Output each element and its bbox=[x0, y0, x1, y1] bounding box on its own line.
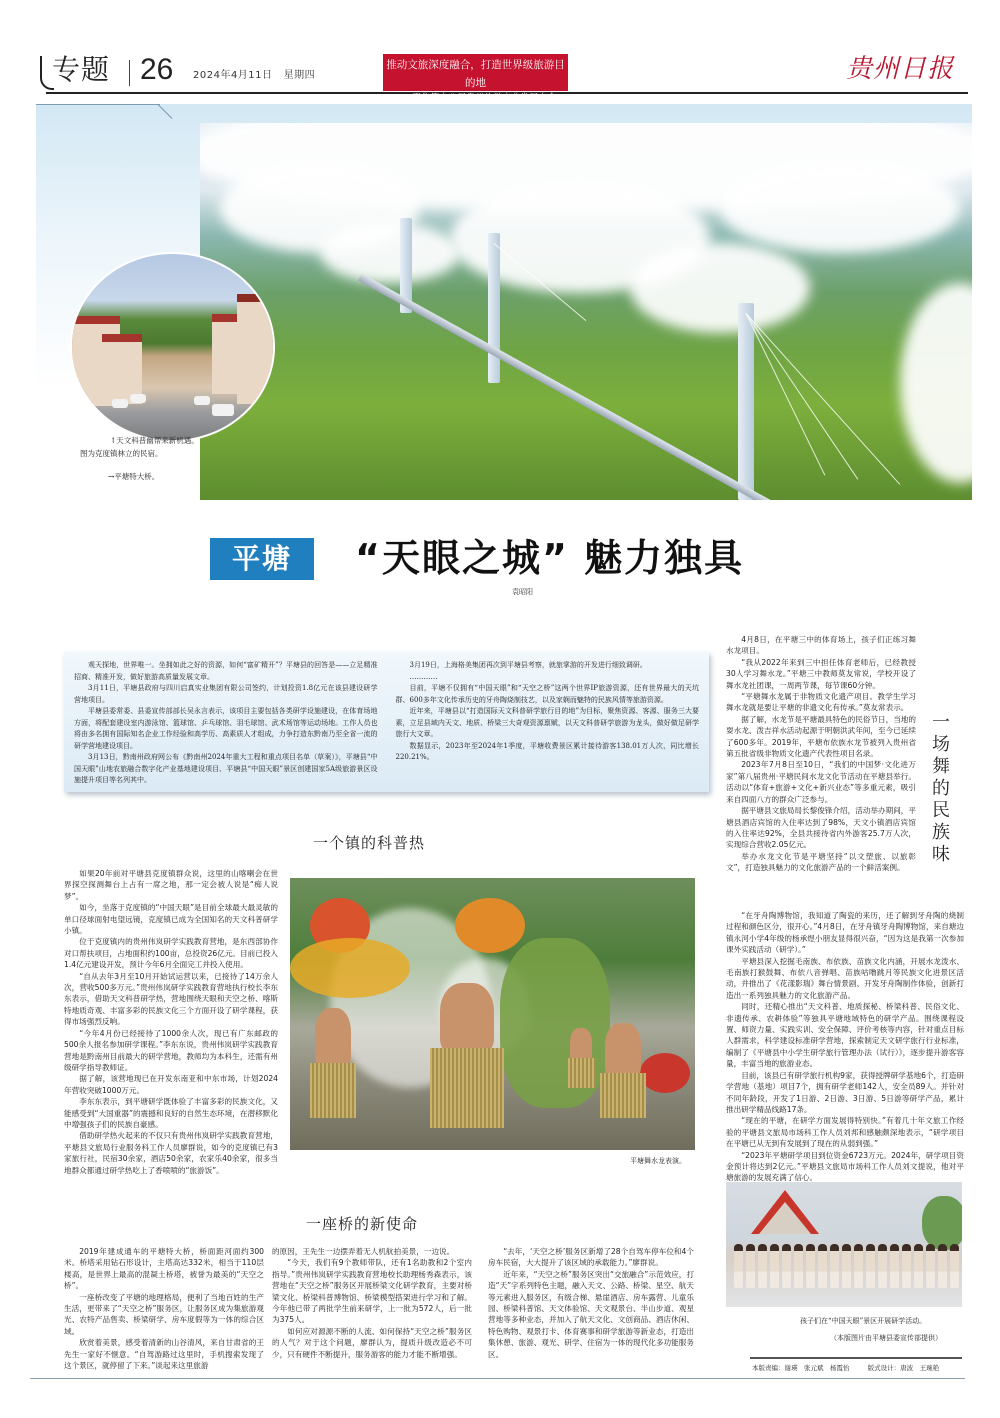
theme-banner bbox=[383, 54, 568, 103]
article-byline: 袁昭阳 bbox=[512, 588, 533, 596]
lead-column-right bbox=[396, 660, 700, 784]
page-credits bbox=[752, 1363, 939, 1372]
water-dragon-photo bbox=[290, 878, 695, 1150]
place-tag: 平塘 bbox=[210, 538, 314, 580]
dance-column-top bbox=[726, 634, 916, 874]
dance-paragraph: 2023年7月8日至10日，“我们的中国梦·文化进万家”第八届贵州·平塘民间水龙文化节活动在平塘县举行。活动以“体育+旅游+文化+新兴业态”等多重元素，吸引来自四面八方的群众广泛参与。 bbox=[726, 760, 916, 804]
hero-caption-line-2: 图为克度镇林立的民宿。 bbox=[80, 449, 163, 458]
students-photo bbox=[726, 1182, 962, 1307]
lead-paragraph: 3月13日，黔南州政府网公布《黔南州2024年重大工程和重点项目名单（草案）》，平塘县“中国天眼”山地农旅融合数字化产业基地建设项目、平塘县“中国天眼”景区创建国家5A级旅游景区设施提升项目等名列其中。 bbox=[74, 753, 378, 784]
date-text: 2024年4月11日 bbox=[193, 70, 273, 81]
dance-column-bottom bbox=[726, 910, 964, 1184]
town-paragraph: 借助研学热火起来的不仅只有贵州伟岚研学实践教育营地，平塘县文旅局行业服务科工作人员廖群说，如今的克度镇已有3家旅行社，民宿30余家，酒店50余家，农家乐40余家，很多当地群众都通过研学热吃上了香喷喷的“旅游饭”。 bbox=[64, 1131, 278, 1175]
town-paragraph: 如果20年前对平塘县克度镇群众说，这里的山喀喇会在世界探空探测舞台上占有一席之地，那一定会被人说是“痴人说梦”。 bbox=[64, 869, 278, 901]
banner-line-1: 推动文旅深度融合，打造世界级旅游目的地 bbox=[386, 59, 565, 89]
dance-paragraph: 平塘县深入挖掘毛南族、布依族、苗族文化内涵，开展水龙泼水、毛南族打猴鼓舞、布依八音弹唱、苗族咕噜跳月等民族文化进景区活动，并推出了《花漾影瑞》舞台情景剧、开发牙舟陶制作体验，创新打造出一系列独具魅力的文化旅游产品。 bbox=[726, 956, 964, 1000]
bridge-paragraph: 2019年建成通车的平塘特大桥，桥面距河面约300米。桥塔采用钻石形设计，主塔高达332米，相当于110层楼高，是世界上最高的混凝土桥塔，被誉为最美的“天空之桥”。 bbox=[64, 1247, 264, 1291]
footer-rule bbox=[750, 1357, 962, 1359]
town-paragraph: 李东东表示，到平塘研学既体验了丰富多彩的民族文化，又能感受到“大国重器”的震撼和良好的自然生态环境，在潜移默化中增强孩子们的民族自豪感。 bbox=[64, 1097, 278, 1129]
lead-paragraph: 平塘县委常委、县委宣传部部长吴永言表示，该项目主要包括各类研学设施建设，在体育场地方面，将配套建设室内游泳馆、篮球馆、乒乓球馆、羽毛球馆、武术场馆等运动场地。工作人员也将由多名拥有国际知名企业工作经验和高学历、高素质人才组成，力争打造东黔南乃至全省一流的研学营地建设项目。 bbox=[74, 707, 378, 750]
town-paragraph: 据了解，该营地现已在开发东南亚和中东市场，计划2024年营收突破1000万元。 bbox=[64, 1074, 278, 1095]
hero-caption-line-3: →平塘特大桥。 bbox=[108, 472, 160, 481]
newspaper-logo: 贵州日报 bbox=[846, 54, 955, 84]
dance-paragraph: “我从2022年来到三中担任体育老师后，已经教授30人学习舞水龙。”平塘三中教师莫友常说，学校开设了舞水龙社团课，一周两节课，每节课60分钟。 bbox=[726, 657, 916, 690]
lead-paragraph: 数据显示，2023年至2024年1季度，平塘收费景区累计接待游客138.01万人次，同比增长220.21%。 bbox=[395, 741, 699, 761]
dance-paragraph: 4月8日，在平塘三中的体育场上，孩子们正练习舞水龙项目。 bbox=[726, 635, 916, 656]
town-photo bbox=[70, 252, 275, 442]
dance-paragraph: “平塘舞水龙属于非物质文化遗产项目。教学生学习舞水龙就是要让平塘的非遗文化有传承。”莫友常表示。 bbox=[726, 692, 916, 713]
bridge-paragraph: 如何应对源源不断的人流、如何保持“天空之桥”服务区的人气？对于这个问题，廖群认为，提质升级改造必不可少，只有硬件不断提升，服务游客的能力才能不断增强。 bbox=[272, 1326, 472, 1359]
lead-paragraph: 观天探地，世界唯一。坐拥如此之好的资源，如何“富矿精开”？平塘县的回答是——立足精准招商、精准开发，做好旅游高质量发展文章。 bbox=[74, 661, 378, 681]
lead-paragraph: 3月11日，平塘县政府与四川启真实业集团有限公司签约，计划投资1.8亿元在该县建设研学营地项目。 bbox=[74, 684, 378, 704]
bridge-paragraph: 的原因，王先生一边摆弄着无人机航拍美景，一边说。 bbox=[272, 1247, 455, 1256]
town-paragraph: 如今，坐落于克度镇的“中国天眼”是目前全球最大最灵敏的单口径球面射电望远镜，克度镇已成为全国知名的天文科普研学小镇。 bbox=[64, 903, 278, 936]
editors-names: 谢瑛 张元斌 杨霞怡 bbox=[784, 1364, 850, 1372]
dance-paragraph: 据平塘县文旅局局长黎俊锋介绍，活动举办期间，平塘县酒店宾馆的入住率达到了98%，天文小镇酒店宾馆的入住率达92%，全县共接待省内外游客25.7万人次，实现综合营收2.05亿元。 bbox=[726, 806, 916, 850]
town-paragraph: “今年4月份已经接待了1000余人次，现已有广东邮政的500余人报名参加研学课程。”李东东说，贵州伟岚研学实践教育营地是黔南州目前最大的研学营地，教师均为本科生，还需有州级研学指导教师证。 bbox=[64, 1028, 278, 1072]
editors-label: 本版责编： bbox=[752, 1364, 785, 1372]
page-number: 26 bbox=[140, 53, 174, 86]
masthead-divider bbox=[129, 60, 130, 86]
town-paragraph: “自从去年3月至10月开始试运营以来，已接待了14万余人次，营收500多万元。”贵州伟岚研学实践教育营地执行校长李东东表示，借助天文科普研学热，营地围绕天眼和天空之桥、喀斯特地质奇观、丰富多彩的民族文化三个方面开设了研学课程，获得市场强烈反响。 bbox=[64, 971, 278, 1027]
dance-paragraph: “现在的平塘，在研学方面发展得特别快。”有着几十年文旅工作经验的平塘县文旅局市场科工作人员刘邦和感触颇深地表示，“研学项目在平塘已从无到有发展到了现在的从弱到强。” bbox=[726, 1116, 964, 1149]
town-column bbox=[64, 868, 278, 1176]
dance-paragraph: “2023年平塘研学项目到位资金6723万元。2024年，研学项目资金预计将达到2亿元。”平塘县文旅局市场科工作人员刘文提说，他对平塘旅游的发展充满了信心。 bbox=[726, 1150, 964, 1183]
photo-credit: （本版图片由平塘县委宣传部提供） bbox=[830, 1334, 942, 1342]
bridge-paragraph: 欣赏着美景，感受着清新的山谷清风，来自甘肃省的王先生一家好不惬意。“自驾游路过这里时，手机搜索发现了这个景区，就停留了下来。”谈起来这里旅游 bbox=[64, 1338, 264, 1371]
bridge-paragraph: “去年，‘天空之桥’服务区新增了28个自驾车停车位和4个房车民宿，大大提升了该区域的承载能力。”廖群说。 bbox=[488, 1247, 694, 1268]
lead-summary-box bbox=[64, 652, 709, 792]
lead-paragraph: 近年来，平塘县以“打造国际天文科普研学旅行目的地”为目标，聚焦资源、客源、服务三大要素，立足县域内天文、地质、桥梁三大奇观资源禀赋，以天文科普研学旅游为龙头，做好做足研学旅行大文章。 bbox=[395, 707, 699, 738]
bridge-photo bbox=[200, 123, 972, 500]
bridge-paragraph: 一座桥改变了平塘的地理格局，便利了当地百姓的生产生活，更带来了“天空之桥”服务区，让服务区成为集旅游观光、农特产品售卖、桥梁研学、房车度假等为一体的综合区域。 bbox=[64, 1292, 264, 1336]
bridge-paragraph: “今天，我们有9个教师带队，还有1名助教和2个室内指导。”贵州伟岚研学实践教育营地校长助理杨秀森表示，该营地在“天空之桥”服务区开展桥梁文化研学教育，主要对桥梁文化、桥梁科普博物馆、桥梁模型搭架进行学习和了解。今年他已带了两批学生前来研学，上一批为572人，后一批为375人。 bbox=[272, 1258, 472, 1325]
weekday-text: 星期四 bbox=[283, 70, 316, 81]
students-photo-caption: 孩子们在“中国天眼”景区开展研学活动。 bbox=[800, 1317, 927, 1325]
subhead-dance-vertical bbox=[928, 712, 950, 866]
issue-date bbox=[193, 66, 315, 81]
bridge-paragraph: 近年来，“天空之桥”服务区突出“交旅融合”示范效应，打造“天”字系列特色主题，融入天文、公路、桥梁、星空、航天等元素进入服务区，有级合梯、悬崖酒店、房车露营、儿童乐园、桥梁科普馆、天文体验馆、天文观景台、半山步道、观星营地等多种业态，并加入了航天文化、文创商品、酒店休闲、特色购物、观景打卡、体育赛事和研学旅游等新业态，打造出集休憩、旅游、观光、研学、住宿为一体的现代化多功能服务区。 bbox=[488, 1269, 694, 1359]
dance-paragraph: 举办水龙文化节是平塘坚持“以文塑旅、以旅彰文”，打造独具魅力的文化旅游产品的一个鲜活案例。 bbox=[726, 851, 916, 873]
bridge-column-2 bbox=[272, 1246, 472, 1360]
bridge-column-1 bbox=[64, 1246, 264, 1371]
lead-paragraph: ………… bbox=[409, 672, 438, 681]
lead-paragraph: 3月19日，上海格美集团再次到平塘县考察，就旅掌游的开发进行细致调研。 bbox=[409, 661, 647, 669]
dance-paragraph: 目前，该县已有研学旅行机构9家，获得授牌研学基地6个，打造研学营地（基地）项目7个，拥有研学老师142人，安全员89人。并针对不同年龄段，开发了1日游、2日游、3日游、5日游等研学产品，累计推出研学精品线路17条。 bbox=[726, 1070, 964, 1114]
banner-line-2: ——聚焦第十八届贵州旅游产业发展大会 bbox=[394, 93, 557, 103]
hero-caption bbox=[80, 434, 220, 483]
designer-label: 版式设计： bbox=[867, 1364, 901, 1372]
article-headline: “天眼之城” 魅力独具 bbox=[355, 536, 745, 580]
bottom-rule bbox=[30, 1378, 965, 1379]
hero-frame-line bbox=[36, 104, 160, 105]
town-paragraph: 位于克度镇内的贵州伟岚研学实践教育营地，是东西部协作对口帮扶项目，占地面积约100亩，总投资26亿元。目前已投入1.4亿元建设开发，预计今年6月全面完工并投入使用。 bbox=[64, 937, 278, 970]
lead-column-left bbox=[74, 660, 378, 784]
section-label: 专题 bbox=[52, 53, 111, 86]
dance-paragraph: “在牙舟陶博物馆，我知道了陶瓷的来历，还了解到牙舟陶的烧制过程和颜色区分，很开心。”4月8日，在牙舟镇牙舟陶博物馆，来自塘边镇永河小学4年级的杨承煜小朋友显得很兴奋，“因为这是我第一次参加课外实践活动（研学）。” bbox=[726, 911, 964, 955]
dance-photo-caption: 平塘舞水龙表演。 bbox=[630, 1157, 686, 1165]
subhead-town: 一个镇的科普热 bbox=[313, 834, 426, 852]
designer-names: 唐波 王琬艳 bbox=[900, 1364, 940, 1372]
lead-paragraph: 目前，平塘不仅拥有“中国天眼”和“天空之桥”这两个世界IP旅游资源，还有世界最大的天坑群、600多年文化传承历史的牙舟陶烧制技艺，以及家娴而魅特的民族风情等旅游资源。 bbox=[395, 684, 699, 704]
hero-caption-line-1: ↑天文科普幽帮来新机遇。 bbox=[110, 436, 199, 445]
subhead-bridge: 一座桥的新使命 bbox=[306, 1215, 419, 1233]
side-title-text: 一场舞的民族味 bbox=[929, 712, 950, 866]
dance-paragraph: 同时，还精心推出“天文科普、地质探秘、桥梁科普、民俗文化、非遗传承、农耕体验”等独具平塘地域特色的研学产品。围绕课程设置、师资力量、实践实训、安全保障、评价考核等内容，针对重点目标人群需求，科学建设标准研学营地，探索制定天文研学旅行行业标准，编制了《平塘县中小学生研学旅行管理办法（试行）》，逐步提升游客容量，丰富当地的旅游业态。 bbox=[726, 1002, 964, 1069]
bridge-column-3 bbox=[488, 1246, 694, 1360]
dance-paragraph: 据了解，水龙节是平塘最具特色的民俗节日，当地的耍水龙、泼吉祥水活动起源于明朝洪武年间，至今已延续了600多年。2019年，平塘布依族水龙节被列入贵州省第五批省级非物质文化遗产代表性项目名录。 bbox=[726, 714, 916, 759]
